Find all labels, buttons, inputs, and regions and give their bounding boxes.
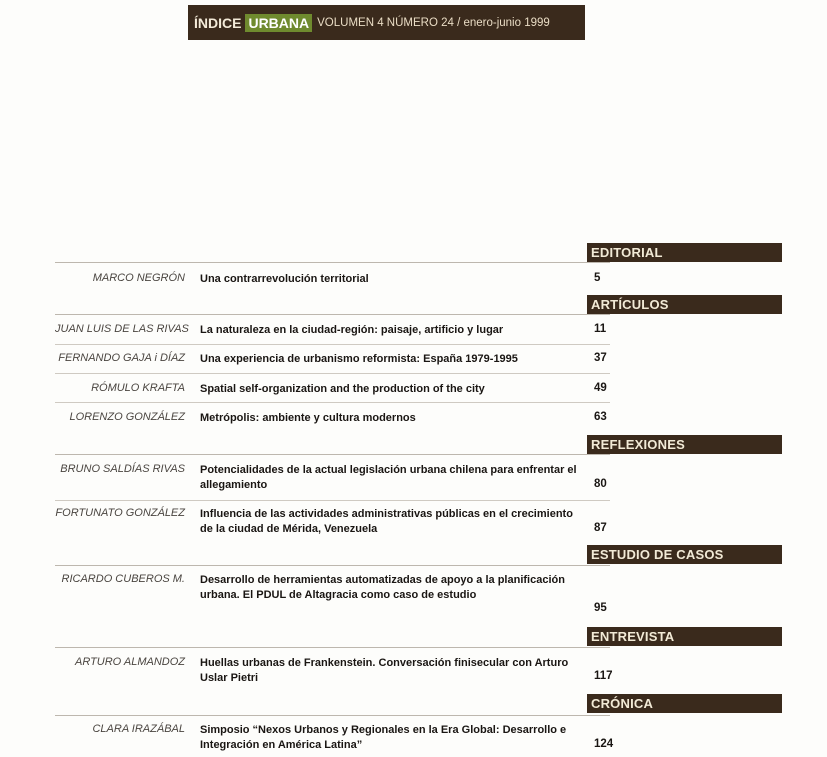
divider: [55, 314, 610, 315]
entry-page: 117: [594, 670, 613, 682]
journal-header: [188, 5, 585, 40]
entry-author: JUAN LUIS DE LAS RIVAS: [55, 323, 189, 335]
divider: [55, 500, 610, 501]
entry-author: BRUNO SALDÍAS RIVAS: [60, 463, 185, 475]
entry-title: Desarrollo de herramientas automatizadas de apoyo a la planificación urbana. El PDUL de Altagracia como caso de estudio: [200, 574, 565, 601]
divider: [55, 454, 610, 455]
section-estudio-de-casos: ESTUDIO DE CASOS: [587, 545, 782, 564]
entry-page: 5: [594, 272, 601, 284]
entry-author: MARCO NEGRÓN: [92, 272, 185, 284]
entry-author: LORENZO GONZÁLEZ: [69, 411, 185, 423]
divider: [55, 715, 610, 716]
section-reflexiones: REFLEXIONES: [587, 435, 782, 454]
entry-page: 124: [594, 738, 614, 750]
entry-page: 87: [594, 522, 607, 534]
divider: [55, 402, 610, 403]
section-editorial: EDITORIAL: [587, 243, 782, 262]
entry-author: RICARDO CUBEROS M.: [61, 573, 185, 585]
entry-title: Una contrarrevolución territorial: [200, 273, 369, 285]
divider: [55, 373, 610, 374]
entry-title: Simposio “Nexos Urbanos y Regionales en la Era Global: Desarrollo e Integración en América Latina”: [200, 724, 567, 751]
entry-page: 37: [594, 352, 607, 364]
entry-page: 49: [594, 382, 607, 394]
divider: [55, 344, 610, 345]
entry-page: 11: [594, 323, 607, 335]
entry-author: FORTUNATO GONZÁLEZ: [55, 507, 185, 519]
entry-title: Una experiencia de urbanismo reformista: España 1979-1995: [200, 353, 518, 365]
entry-page: 80: [594, 478, 607, 490]
entry-title: Spatial self-organization and the production of the city: [200, 383, 485, 395]
header-indice: ÍNDICE: [194, 14, 242, 31]
section-cronica: CRÓNICA: [587, 694, 782, 713]
section-articulos: ARTÍCULOS: [587, 295, 782, 314]
entry-author: ARTURO ALMANDOZ: [74, 656, 185, 668]
entry-title: Metrópolis: ambiente y cultura modernos: [200, 412, 416, 424]
section-entrevista: ENTREVISTA: [587, 627, 782, 646]
entry-title: Huellas urbanas de Frankenstein. Conversación finisecular con Arturo Uslar Pietri: [200, 657, 569, 684]
entry-title: Potencialidades de la actual legislación urbana chilena para enfrentar el allegamiento: [200, 464, 577, 491]
entry-author: RÓMULO KRAFTA: [91, 382, 185, 394]
entry-page: 63: [594, 411, 607, 423]
divider: [55, 647, 610, 648]
entry-title: Influencia de las actividades administrativas públicas en el crecimiento de la ciudad de Mérida, Venezuela: [200, 508, 573, 535]
header-volume: VOLUMEN 4 NÚMERO 24 / enero-junio 1999: [317, 16, 550, 29]
entry-author: CLARA IRAZÁBAL: [92, 723, 185, 735]
header-urbana: URBANA: [245, 14, 312, 32]
divider: [55, 262, 610, 263]
entry-title: La naturaleza en la ciudad-región: paisaje, artificio y lugar: [200, 324, 504, 336]
entry-author: FERNANDO GAJA i DÍAZ: [58, 352, 185, 364]
divider: [55, 565, 610, 566]
entry-page: 95: [594, 602, 607, 614]
